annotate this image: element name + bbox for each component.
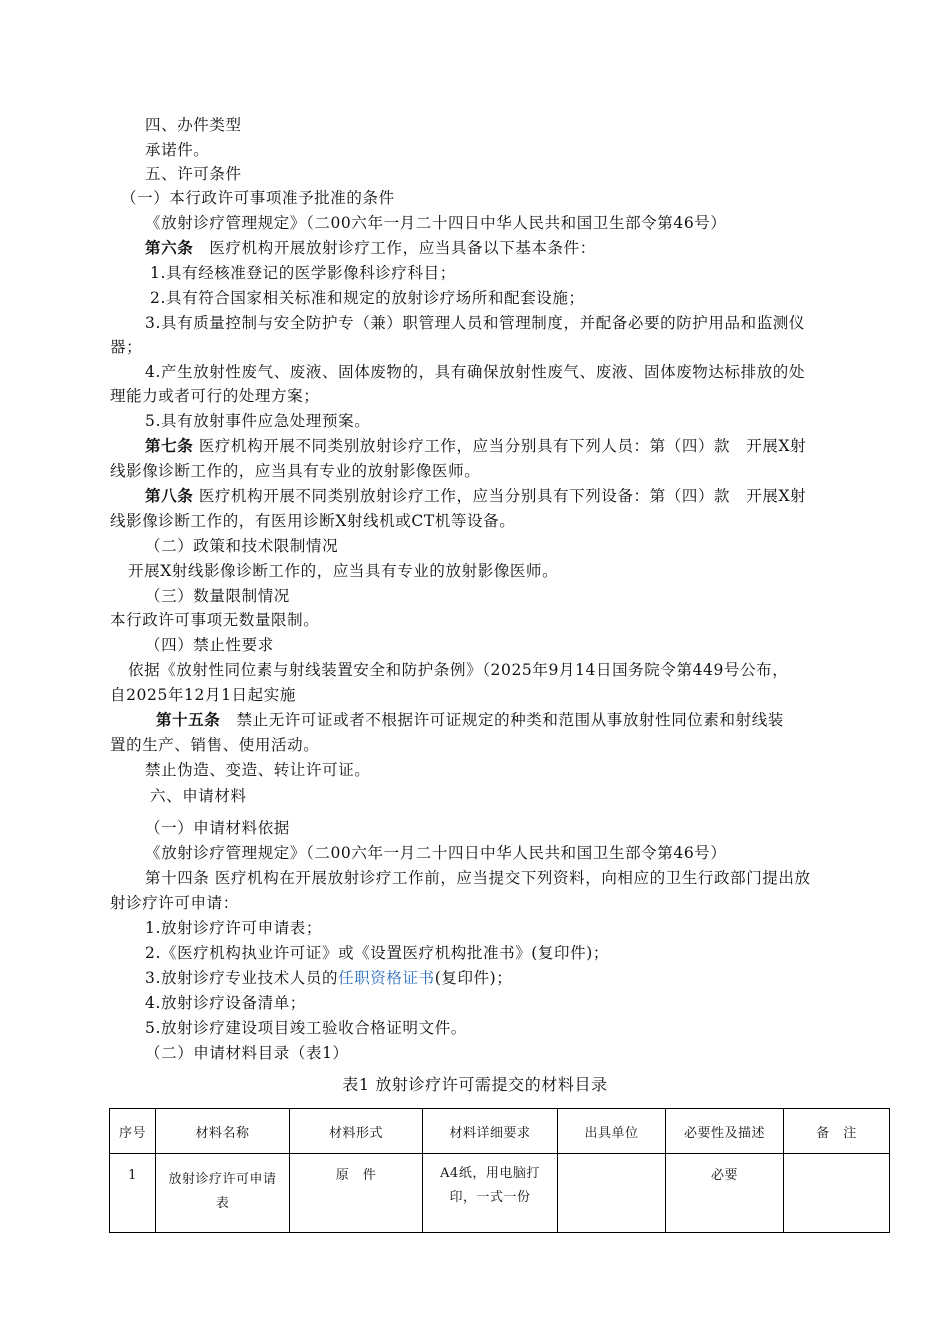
paragraph: 依据《放射性同位素与射线装置安全和防护条例》（2025年9月14日国务院令第449号公布， <box>128 661 789 679</box>
article-label: 第六条 <box>145 238 194 257</box>
list-item-text: 3.放射诊疗专业技术人员的 <box>145 969 339 987</box>
list-item: 5.具有放射事件应急处理预案。 <box>145 412 371 430</box>
paragraph: 承诺件。 <box>145 141 210 159</box>
subheading: （一）申请材料依据 <box>145 819 290 837</box>
paragraph-continuation: 自2025年12月1日起实施 <box>110 686 296 704</box>
article-8 <box>145 486 806 506</box>
header-cell: 必要性及描述 <box>666 1109 784 1154</box>
header-cell: 出具单位 <box>558 1109 666 1154</box>
paragraph-continuation: 器； <box>110 338 143 356</box>
cell-line: A4纸，用电脑打 <box>440 1166 540 1181</box>
cell-material-name <box>156 1154 290 1233</box>
subheading: （四）禁止性要求 <box>145 636 274 654</box>
paragraph: 本行政许可事项无数量限制。 <box>110 611 320 629</box>
article-7 <box>145 436 806 456</box>
list-item: 3.具有质量控制与安全防护专（兼）职管理人员和管理制度，并配备必要的防护用品和监测仪 <box>145 314 805 332</box>
list-item: 4.产生放射性废气、废液、固体废物的，具有确保放射性废气、废液、固体废物达标排放的处 <box>145 363 805 381</box>
header-cell: 材料详细要求 <box>423 1109 558 1154</box>
list-item-suffix: (复印件)； <box>434 969 513 987</box>
heading-application-materials: 六、申请材料 <box>150 787 247 805</box>
article-text: 医疗机构开展放射诊疗工作，应当具备以下基本条件： <box>193 239 596 257</box>
regulation-citation: 《放射诊疗管理规定》（二00六年一月二十四日中华人民共和国卫生部令第46号） <box>145 214 727 232</box>
paragraph-continuation: 线影像诊断工作的，应当具有专业的放射影像医师。 <box>110 462 481 480</box>
paragraph-continuation: 线影像诊断工作的，有医用诊断X射线机或CT机等设备。 <box>110 512 516 530</box>
list-item: 1.具有经核准登记的医学影像科诊疗科目； <box>150 264 456 282</box>
paragraph-continuation: 置的生产、销售、使用活动。 <box>110 736 320 754</box>
subheading: （二）申请材料目录（表1） <box>145 1044 349 1062</box>
subheading: （一）本行政许可事项准予批准的条件 <box>121 189 395 207</box>
regulation-citation: 《放射诊疗管理规定》（二00六年一月二十四日中华人民共和国卫生部令第46号） <box>145 844 727 862</box>
table-caption: 表1 放射诊疗许可需提交的材料目录 <box>342 1075 608 1094</box>
paragraph: 禁止伪造、变造、转让许可证。 <box>145 761 371 779</box>
list-item <box>145 968 512 988</box>
cell-requirements <box>423 1154 558 1233</box>
cell-line: 放射诊疗许可申请 <box>168 1172 277 1187</box>
paragraph: 开展X射线影像诊断工作的，应当具有专业的放射影像医师。 <box>128 562 559 580</box>
cell-remark <box>784 1154 890 1233</box>
cell-line: 印，一式一份 <box>449 1190 531 1205</box>
cell-necessity: 必要 <box>666 1154 784 1233</box>
header-cell: 材料名称 <box>156 1109 290 1154</box>
table-header-row <box>110 1109 890 1154</box>
article-label: 第八条 <box>145 486 194 505</box>
article-label: 第七条 <box>145 436 194 455</box>
list-item: 1.放射诊疗许可申请表； <box>145 919 322 937</box>
heading-permit-conditions: 五、许可条件 <box>145 165 242 183</box>
subheading: （三）数量限制情况 <box>145 587 290 605</box>
article-15 <box>156 710 784 730</box>
cell-number: 1 <box>110 1154 156 1233</box>
article-text: 医疗机构开展不同类别放射诊疗工作，应当分别具有下列人员：第（四）款 开展X射 <box>193 437 807 455</box>
cell-line: 表 <box>215 1196 230 1211</box>
qualification-certificate-link[interactable]: 任职资格证书 <box>338 969 435 987</box>
list-item: 5.放射诊疗建设项目竣工验收合格证明文件。 <box>145 1019 467 1037</box>
paragraph-continuation: 理能力或者可行的处理方案； <box>110 387 320 405</box>
table-row <box>110 1154 890 1233</box>
heading-handling-type: 四、办件类型 <box>145 116 242 134</box>
header-cell: 备 注 <box>784 1109 890 1154</box>
paragraph-continuation: 射诊疗许可申请： <box>110 894 239 912</box>
article-14: 第十四条 医疗机构在开展放射诊疗工作前，应当提交下列资料，向相应的卫生行政部门提出放 <box>145 869 811 887</box>
cell-issuer <box>558 1154 666 1233</box>
list-item: 2.具有符合国家相关标准和规定的放射诊疗场所和配套设施； <box>150 289 585 307</box>
article-text: 禁止无许可证或者不根据许可证规定的种类和范围从事放射性同位素和射线装 <box>220 711 784 729</box>
list-item: 4.放射诊疗设备清单； <box>145 994 306 1012</box>
subheading: （二）政策和技术限制情况 <box>145 537 339 555</box>
header-cell: 序号 <box>110 1109 156 1154</box>
article-label: 第十五条 <box>156 710 221 729</box>
article-6 <box>145 238 596 258</box>
header-cell: 材料形式 <box>290 1109 423 1154</box>
materials-table <box>109 1108 890 1233</box>
cell-material-form: 原 件 <box>290 1154 423 1233</box>
article-text: 医疗机构开展不同类别放射诊疗工作，应当分别具有下列设备：第（四）款 开展X射 <box>193 487 807 505</box>
list-item: 2.《医疗机构执业许可证》或《设置医疗机构批准书》(复印件)； <box>145 944 609 962</box>
